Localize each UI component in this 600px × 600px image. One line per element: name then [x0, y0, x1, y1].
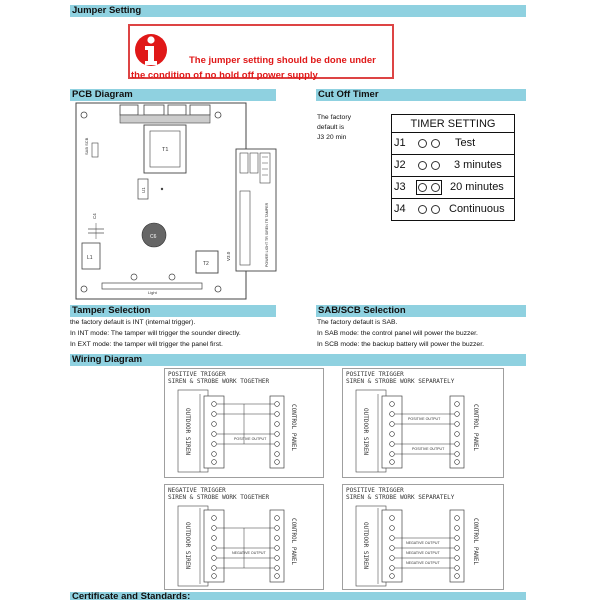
outdoor-siren-label: OUTDOOR SIREN	[184, 408, 191, 455]
pcb-label-t2: T2	[203, 261, 209, 267]
control-panel-label: CONTROL PANEL	[472, 404, 479, 451]
output-label-b: NEGATIVE OUTPUT	[406, 551, 440, 555]
diagram-title-2: SIREN & STROBE WORK TOGETHER	[168, 494, 270, 501]
timer-row-code: J1	[394, 137, 406, 149]
sab-line-3: In SCB mode: the backup battery will power the buzzer.	[317, 341, 484, 348]
control-panel-label: CONTROL PANEL	[472, 518, 479, 565]
pcb-label-l1: L1	[87, 255, 93, 261]
timer-intro-line-1: The factory	[317, 114, 351, 121]
outdoor-siren-label: OUTDOOR SIREN	[362, 522, 369, 569]
jumper-pin	[418, 139, 427, 148]
diagram-title-1: NEGATIVE TRIGGER	[168, 487, 226, 494]
control-panel-label: CONTROL PANEL	[290, 404, 297, 451]
pcb-diagram	[68, 101, 278, 305]
timer-row-label: Continuous	[449, 203, 505, 215]
jumper-pin	[431, 161, 440, 170]
timer-setting-table	[391, 114, 515, 221]
jumper-pin	[418, 161, 427, 170]
warning-line-2: the condition of no hold off power supply	[131, 70, 318, 81]
timer-intro-line-2: default is	[317, 124, 345, 131]
pcb-label-terminal: POWER LIGHT TR SIREN TR TAMPER	[265, 202, 269, 267]
timer-row-label: 20 minutes	[450, 181, 504, 193]
pcb-label-t1: T1	[162, 147, 169, 153]
tamper-line-2: In INT mode: The tamper will trigger the sounder directly.	[70, 330, 241, 337]
diagram-title-1: POSITIVE TRIGGER	[168, 371, 226, 378]
diagram-title-1: POSITIVE TRIGGER	[346, 371, 404, 378]
sab-line-2: In SAB mode: the control panel will power the buzzer.	[317, 330, 478, 337]
pcb-label-u1: U1	[141, 187, 146, 193]
jumper-pin	[418, 183, 427, 192]
timer-row-label: 3 minutes	[454, 159, 502, 171]
output-label-b: POSITIVE OUTPUT	[412, 447, 445, 451]
section-cut-off-timer: Cut Off Timer	[316, 89, 526, 101]
output-label-a: POSITIVE OUTPUT	[408, 417, 441, 421]
diagram-title-2: SIREN & STROBE WORK SEPARATELY	[346, 494, 455, 501]
section-jumper-setting: Jumper Setting	[70, 5, 526, 17]
timer-intro-line-3: J3 20 min	[317, 134, 347, 141]
pcb-label-v30: V3.0	[226, 251, 231, 261]
output-label: NEGATIVE OUTPUT	[232, 551, 266, 555]
timer-row-j1	[392, 132, 514, 154]
output-label: POSITIVE OUTPUT	[234, 437, 267, 441]
section-wiring-diagram: Wiring Diagram	[70, 354, 526, 366]
wiring-diagram-4	[342, 484, 504, 590]
timer-row-code: J3	[394, 181, 406, 193]
timer-row-j4	[392, 198, 514, 220]
pcb-label-light: Light	[148, 290, 157, 295]
outdoor-siren-label: OUTDOOR SIREN	[184, 522, 191, 569]
timer-setting-title: TIMER SETTING	[410, 118, 496, 130]
tamper-line-1: the factory default is INT (internal trigger).	[70, 319, 196, 326]
section-tamper-selection: Tamper Selection	[70, 305, 276, 317]
diagram-title-2: SIREN & STROBE WORK TOGETHER	[168, 378, 270, 385]
section-certificate: Certificate and Standards:	[70, 592, 526, 600]
section-pcb-diagram: PCB Diagram	[70, 89, 276, 101]
output-label-a: NEGATIVE OUTPUT	[406, 541, 440, 545]
diagram-title-1: POSITIVE TRIGGER	[346, 487, 404, 494]
pcb-label-c6: C6	[150, 234, 157, 240]
jumper-pin	[431, 139, 440, 148]
outdoor-siren-label: OUTDOOR SIREN	[362, 408, 369, 455]
control-panel-label: CONTROL PANEL	[290, 518, 297, 565]
warning-box	[128, 24, 394, 79]
tamper-line-3: In EXT mode: the tamper will trigger the panel first.	[70, 341, 223, 348]
output-label-c: NEGATIVE OUTPUT	[406, 561, 440, 565]
timer-row-label: Test	[455, 137, 476, 149]
info-icon	[134, 30, 168, 70]
timer-row-j3	[392, 176, 514, 198]
warning-line-1: The jumper setting should be done under	[189, 55, 376, 66]
pcb-label-c4: C4	[92, 213, 97, 219]
pcb-label-sab-scb: SAB SCB	[84, 137, 89, 155]
wiring-diagram-3	[164, 484, 324, 590]
wiring-diagram-1	[164, 368, 324, 478]
section-sab-scb-selection: SAB/SCB Selection	[316, 305, 526, 317]
jumper-pin	[431, 205, 440, 214]
jumper-pin	[418, 205, 427, 214]
timer-row-code: J2	[394, 159, 406, 171]
wiring-diagram-2	[342, 368, 504, 478]
sab-line-1: The factory default is SAB.	[317, 319, 398, 326]
timer-row-j2	[392, 154, 514, 176]
timer-row-code: J4	[394, 203, 406, 215]
diagram-title-2: SIREN & STROBE WORK SEPARATELY	[346, 378, 455, 385]
jumper-pin	[431, 183, 440, 192]
